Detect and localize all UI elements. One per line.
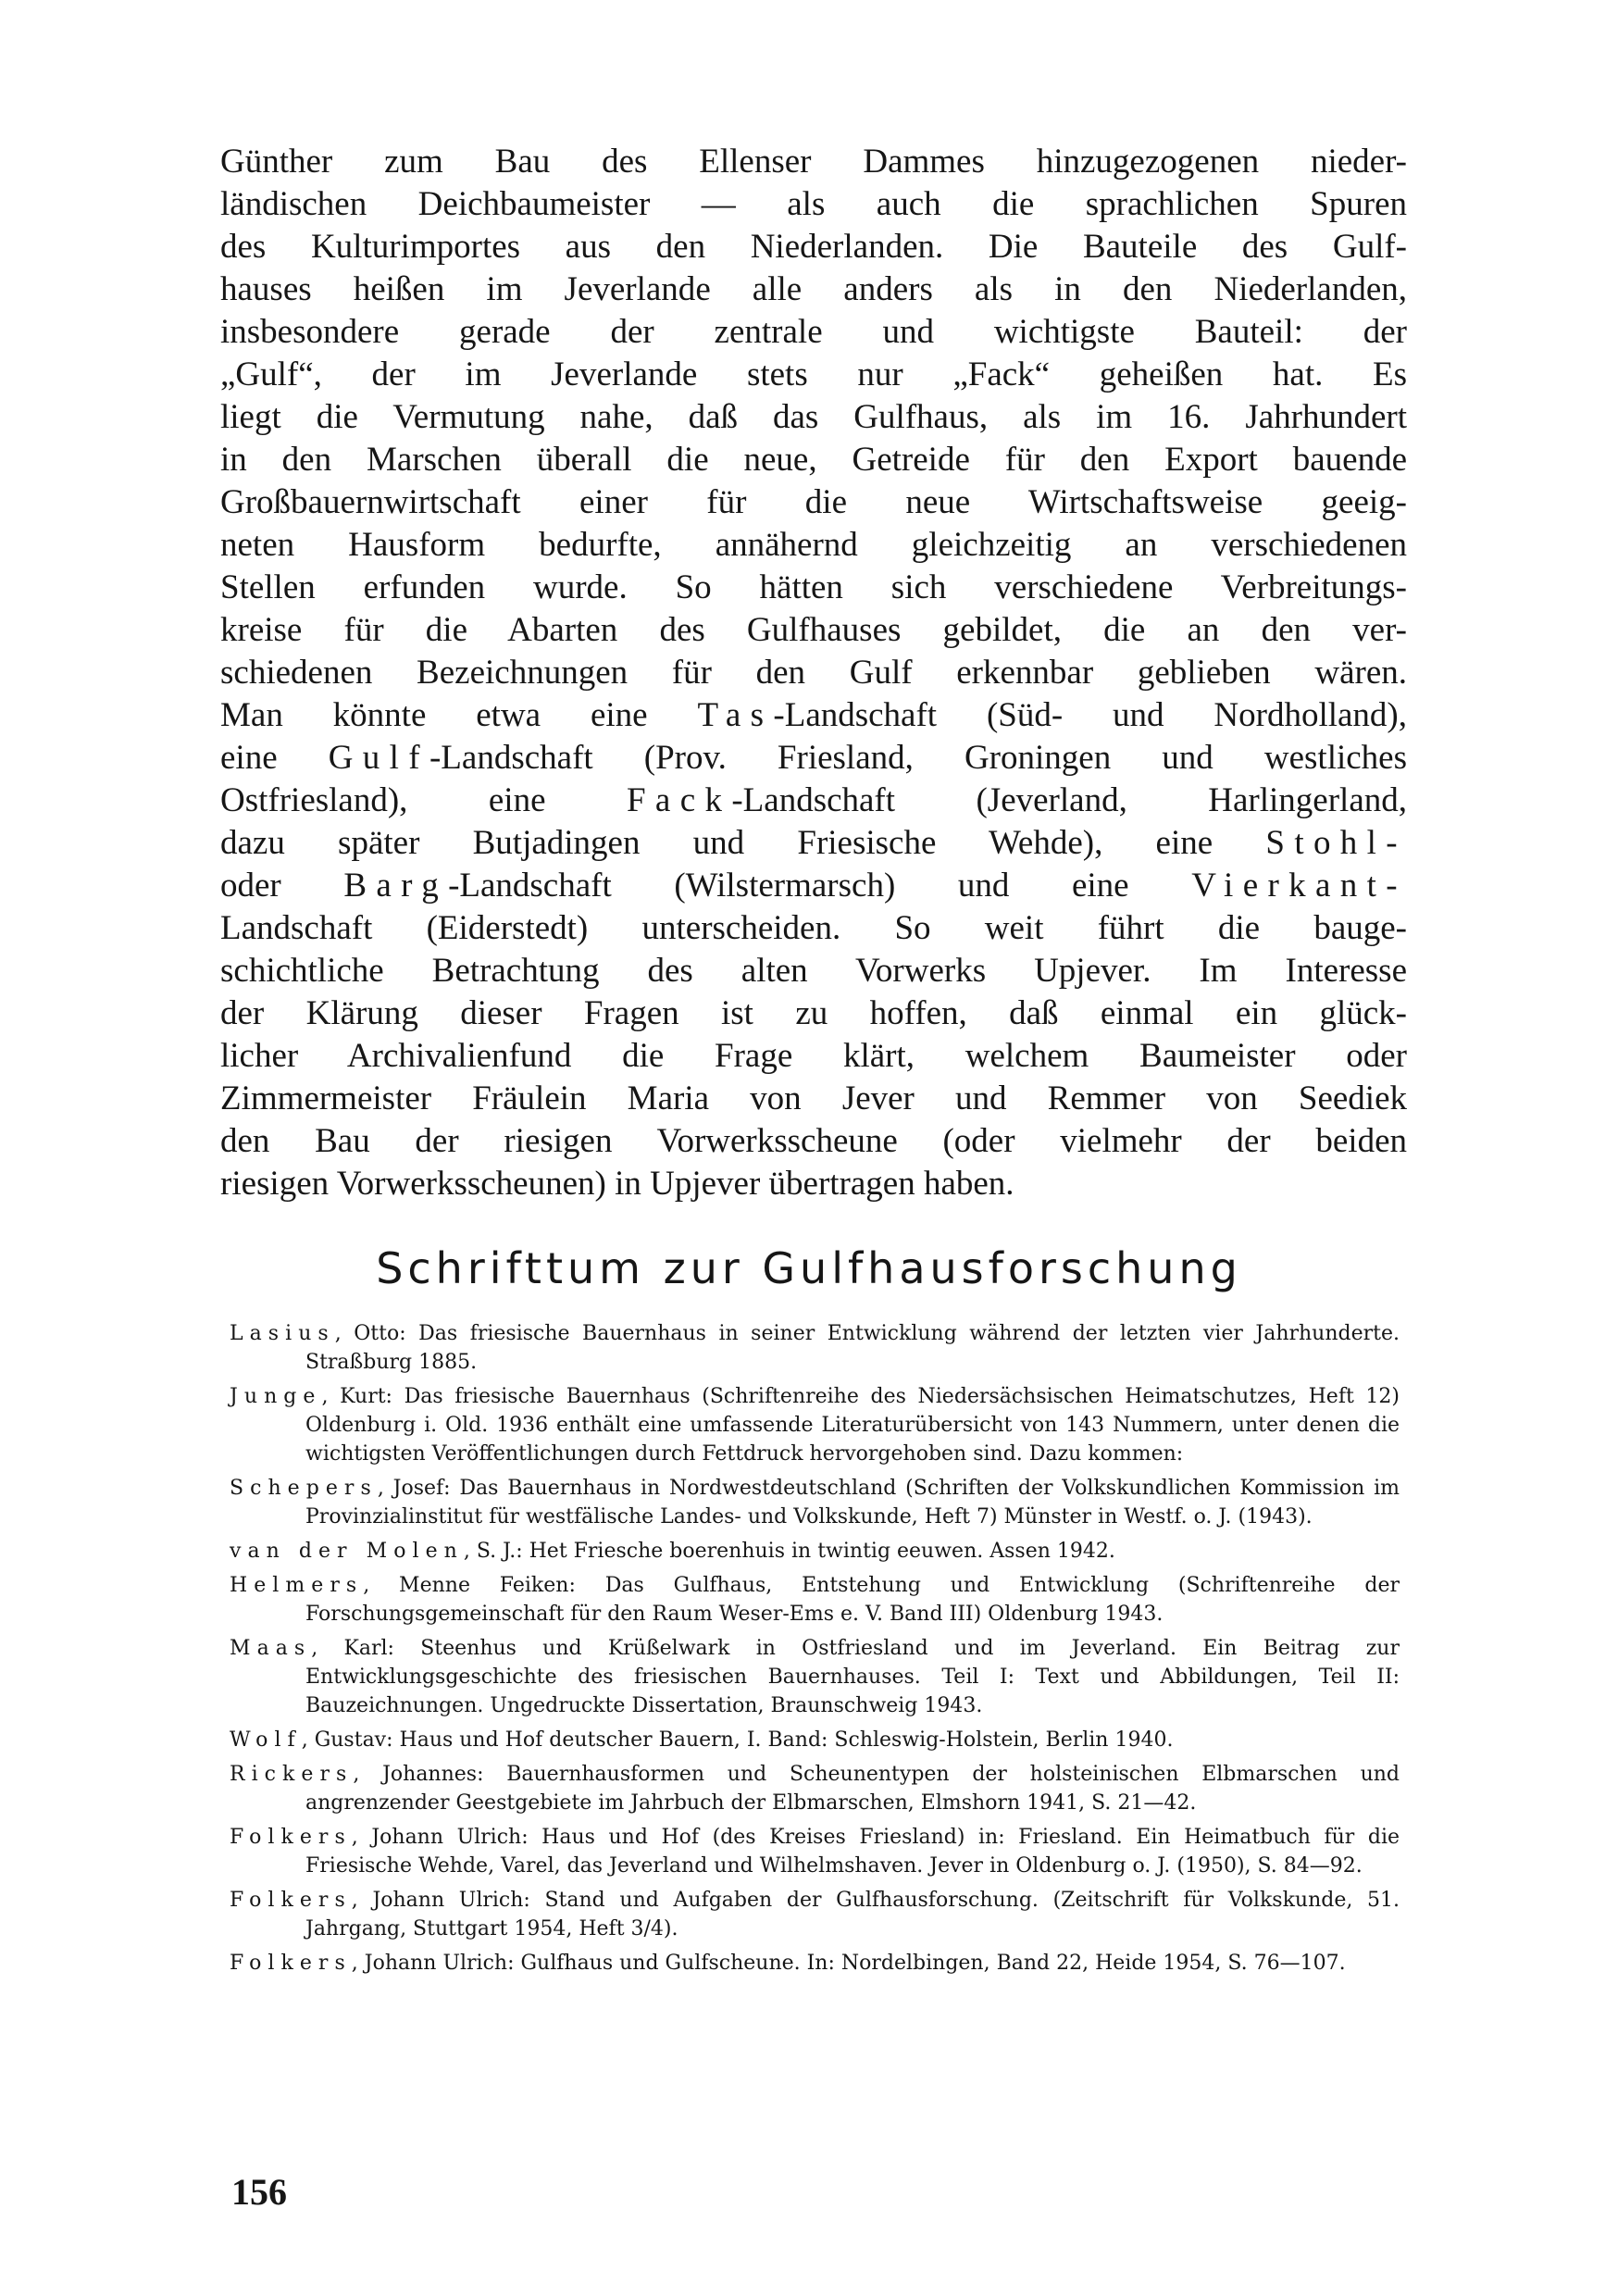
text-line <box>220 694 1407 737</box>
text-line: schichtliche Betrachtung des alten Vorwerks Upjever. Im Interesse <box>220 952 1407 990</box>
bib-text: , Josef: Das Bauernhaus in Nordwestdeutschland (Schriften der Volkskundlichen Kommission im Provinzialinstitut für westfälische Landes- und Volkskunde, Heft 7) Münster in Westf. o. J. (1943). <box>305 1477 1400 1529</box>
text-line <box>220 822 1407 865</box>
bib-text: , Johann Ulrich: Stand und Aufgaben der Gulfhausforschung. (Zeitschrift für Volkskunde, 51. Jahrgang, Stuttgart 1954, Heft 3/4). <box>305 1889 1400 1940</box>
text-run: -Landschaft (Jeverland, Harlingerland, <box>731 781 1408 819</box>
bib-text: , Johannes: Bauernhausformen und Scheunentypen der holsteinischen Elbmarschen und angrenzender Geestgebiete im Jahrbuch der Elbmarschen, Elmshorn 1941, S. 21—42. <box>305 1763 1400 1815</box>
text-line: insbesondere gerade der zentrale und wichtigste Bauteil: der <box>220 313 1407 351</box>
bibliography-entry <box>230 1474 1400 1531</box>
spaced-term: Tas <box>697 696 774 734</box>
text-run: -Landschaft (Wilstermarsch) und eine <box>448 867 1192 905</box>
bib-text: , Johann Ulrich: Haus und Hof (des Kreises Friesland) in: Friesland. Ein Heimatbuch für die Friesische Wehde, Varel, das Jeverland und Wilhelmshaven. Jever in Oldenburg o. J. (1950), S. 84—92. <box>305 1826 1400 1878</box>
bibliography-entry <box>230 1760 1400 1817</box>
bibliography-entry <box>230 1537 1400 1566</box>
bib-text: , Otto: Das friesische Bauernhaus in seiner Entwicklung während der letzten vier Jahrhunderte. Straßburg 1885. <box>305 1322 1400 1374</box>
text-line <box>220 737 1407 780</box>
text-line: „Gulf“, der im Jeverlande stets nur „Fack“ geheißen hat. Es <box>220 356 1407 393</box>
text-line: Günther zum Bau des Ellenser Dammes hinzugezogenen nieder- <box>220 143 1407 181</box>
text-line: des Kulturimportes aus den Niederlanden. Die Bauteile des Gulf- <box>220 228 1407 266</box>
text-line: liegt die Vermutung nahe, daß das Gulfhaus, als im 16. Jahrhundert <box>220 398 1407 436</box>
bib-author: Schepers <box>230 1477 378 1500</box>
body-paragraph <box>220 141 1407 1205</box>
text-line: schiedenen Bezeichnungen für den Gulf erkennbar geblieben wären. <box>220 654 1407 692</box>
text-line: der Klärung dieser Fragen ist zu hoffen, daß einmal ein glück- <box>220 994 1407 1032</box>
text-run: dazu später Butjadingen und Friesische Wehde), eine <box>220 824 1266 862</box>
text-run: Man könnte etwa eine <box>220 696 698 734</box>
bib-author: van der Molen <box>230 1540 464 1563</box>
spaced-term: Vierkant- <box>1191 867 1407 905</box>
text-run: oder <box>220 867 344 905</box>
bib-author: Junge <box>230 1385 322 1408</box>
text-line <box>220 865 1407 907</box>
text-line: licher Archivalienfund die Frage klärt, welchem Baumeister oder <box>220 1037 1407 1075</box>
bibliography-entry <box>230 1571 1400 1628</box>
text-run: -Landschaft (Süd- und Nordholland), <box>773 696 1407 734</box>
bibliography-entry <box>230 1634 1400 1720</box>
bibliography-list <box>230 1319 1400 1983</box>
text-line: hauses heißen im Jeverlande alle anders als in den Niederlanden, <box>220 270 1407 308</box>
section-title: Schrifttum zur Gulfhausforschung <box>376 1243 1242 1293</box>
bib-author: Rickers <box>230 1763 354 1786</box>
bib-author: Folkers <box>230 1952 352 1975</box>
bib-text: , Karl: Steenhus und Krüßelwark in Ostfriesland und im Jeverland. Ein Beitrag zur Entwicklungsgeschichte des friesischen Bauernhauses. Teil I: Text und Abbildungen, Teil II: Bauzeichnungen. Ungedruckte Dissertation, Braunschweig 1943. <box>305 1637 1400 1717</box>
bibliography-entry <box>230 1726 1400 1754</box>
spaced-term: Fack <box>626 781 732 819</box>
spaced-term: Gulf <box>328 739 429 777</box>
page-number: 156 <box>231 2171 287 2213</box>
bib-author: Wolf <box>230 1728 302 1752</box>
bib-author: Maas <box>230 1637 312 1660</box>
bibliography-entry <box>230 1382 1400 1468</box>
bib-text: , Menne Feiken: Das Gulfhaus, Entstehung und Entwicklung (Schriftenreihe der Forschungsgemeinschaft für den Raum Weser-Ems e. V. Band III) Oldenburg 1943. <box>305 1574 1400 1626</box>
spaced-term: Stohl- <box>1265 824 1407 862</box>
bib-text: , S. J.: Het Friesche boerenhuis in twintig eeuwen. Assen 1942. <box>463 1540 1115 1563</box>
text-line: Stellen erfunden wurde. So hätten sich verschiedene Verbreitungs- <box>220 568 1407 606</box>
bib-author: Folkers <box>230 1826 352 1849</box>
spaced-term: Barg <box>343 867 449 905</box>
text-run: eine <box>220 739 329 777</box>
text-line: Landschaft (Eiderstedt) unterscheiden. So weit führt die bauge- <box>220 909 1407 947</box>
bib-text: , Kurt: Das friesische Bauernhaus (Schriftenreihe des Niedersächsischen Heimatschutzes, Heft 12) Oldenburg i. Old. 1936 enthält eine umfassende Literaturübersicht von 143 Nummern, unter denen die wichtigsten Veröffentlichungen durch Fettdruck hervorgehoben sind. Dazu kommen: <box>305 1385 1400 1466</box>
bibliography-entry <box>230 1319 1400 1377</box>
text-run: Ostfriesland), eine <box>220 781 627 819</box>
text-line <box>220 780 1407 822</box>
bib-text: , Johann Ulrich: Gulfhaus und Gulfscheune. In: Nordelbingen, Band 22, Heide 1954, S. 76—107. <box>351 1952 1346 1975</box>
text-line: neten Hausform bedurfte, annähernd gleichzeitig an verschiedenen <box>220 526 1407 564</box>
text-line: den Bau der riesigen Vorwerksscheune (oder vielmehr der beiden <box>220 1122 1407 1160</box>
text-line: in den Marschen überall die neue, Getreide für den Export bauende <box>220 441 1407 479</box>
text-line: ländischen Deichbaumeister — als auch die sprachlichen Spuren <box>220 185 1407 223</box>
bibliography-entry <box>230 1886 1400 1943</box>
text-line: Zimmermeister Fräulein Maria von Jever und Remmer von Seediek <box>220 1079 1407 1117</box>
bib-text: , Gustav: Haus und Hof deutscher Bauern, I. Band: Schleswig-Holstein, Berlin 1940. <box>301 1728 1174 1752</box>
bib-author: Helmers <box>230 1574 364 1597</box>
text-line: kreise für die Abarten des Gulfhauses gebildet, die an den ver- <box>220 611 1407 649</box>
bib-author: Lasius <box>230 1322 335 1345</box>
bib-author: Folkers <box>230 1889 352 1912</box>
bibliography-entry <box>230 1949 1400 1978</box>
bibliography-entry <box>230 1823 1400 1880</box>
text-line: Großbauernwirtschaft einer für die neue Wirtschaftsweise geeig- <box>220 483 1407 521</box>
text-run: -Landschaft (Prov. Friesland, Groningen und westliches <box>429 739 1408 777</box>
text-line: riesigen Vorwerksscheunen) in Upjever übertragen haben. <box>220 1165 1014 1203</box>
